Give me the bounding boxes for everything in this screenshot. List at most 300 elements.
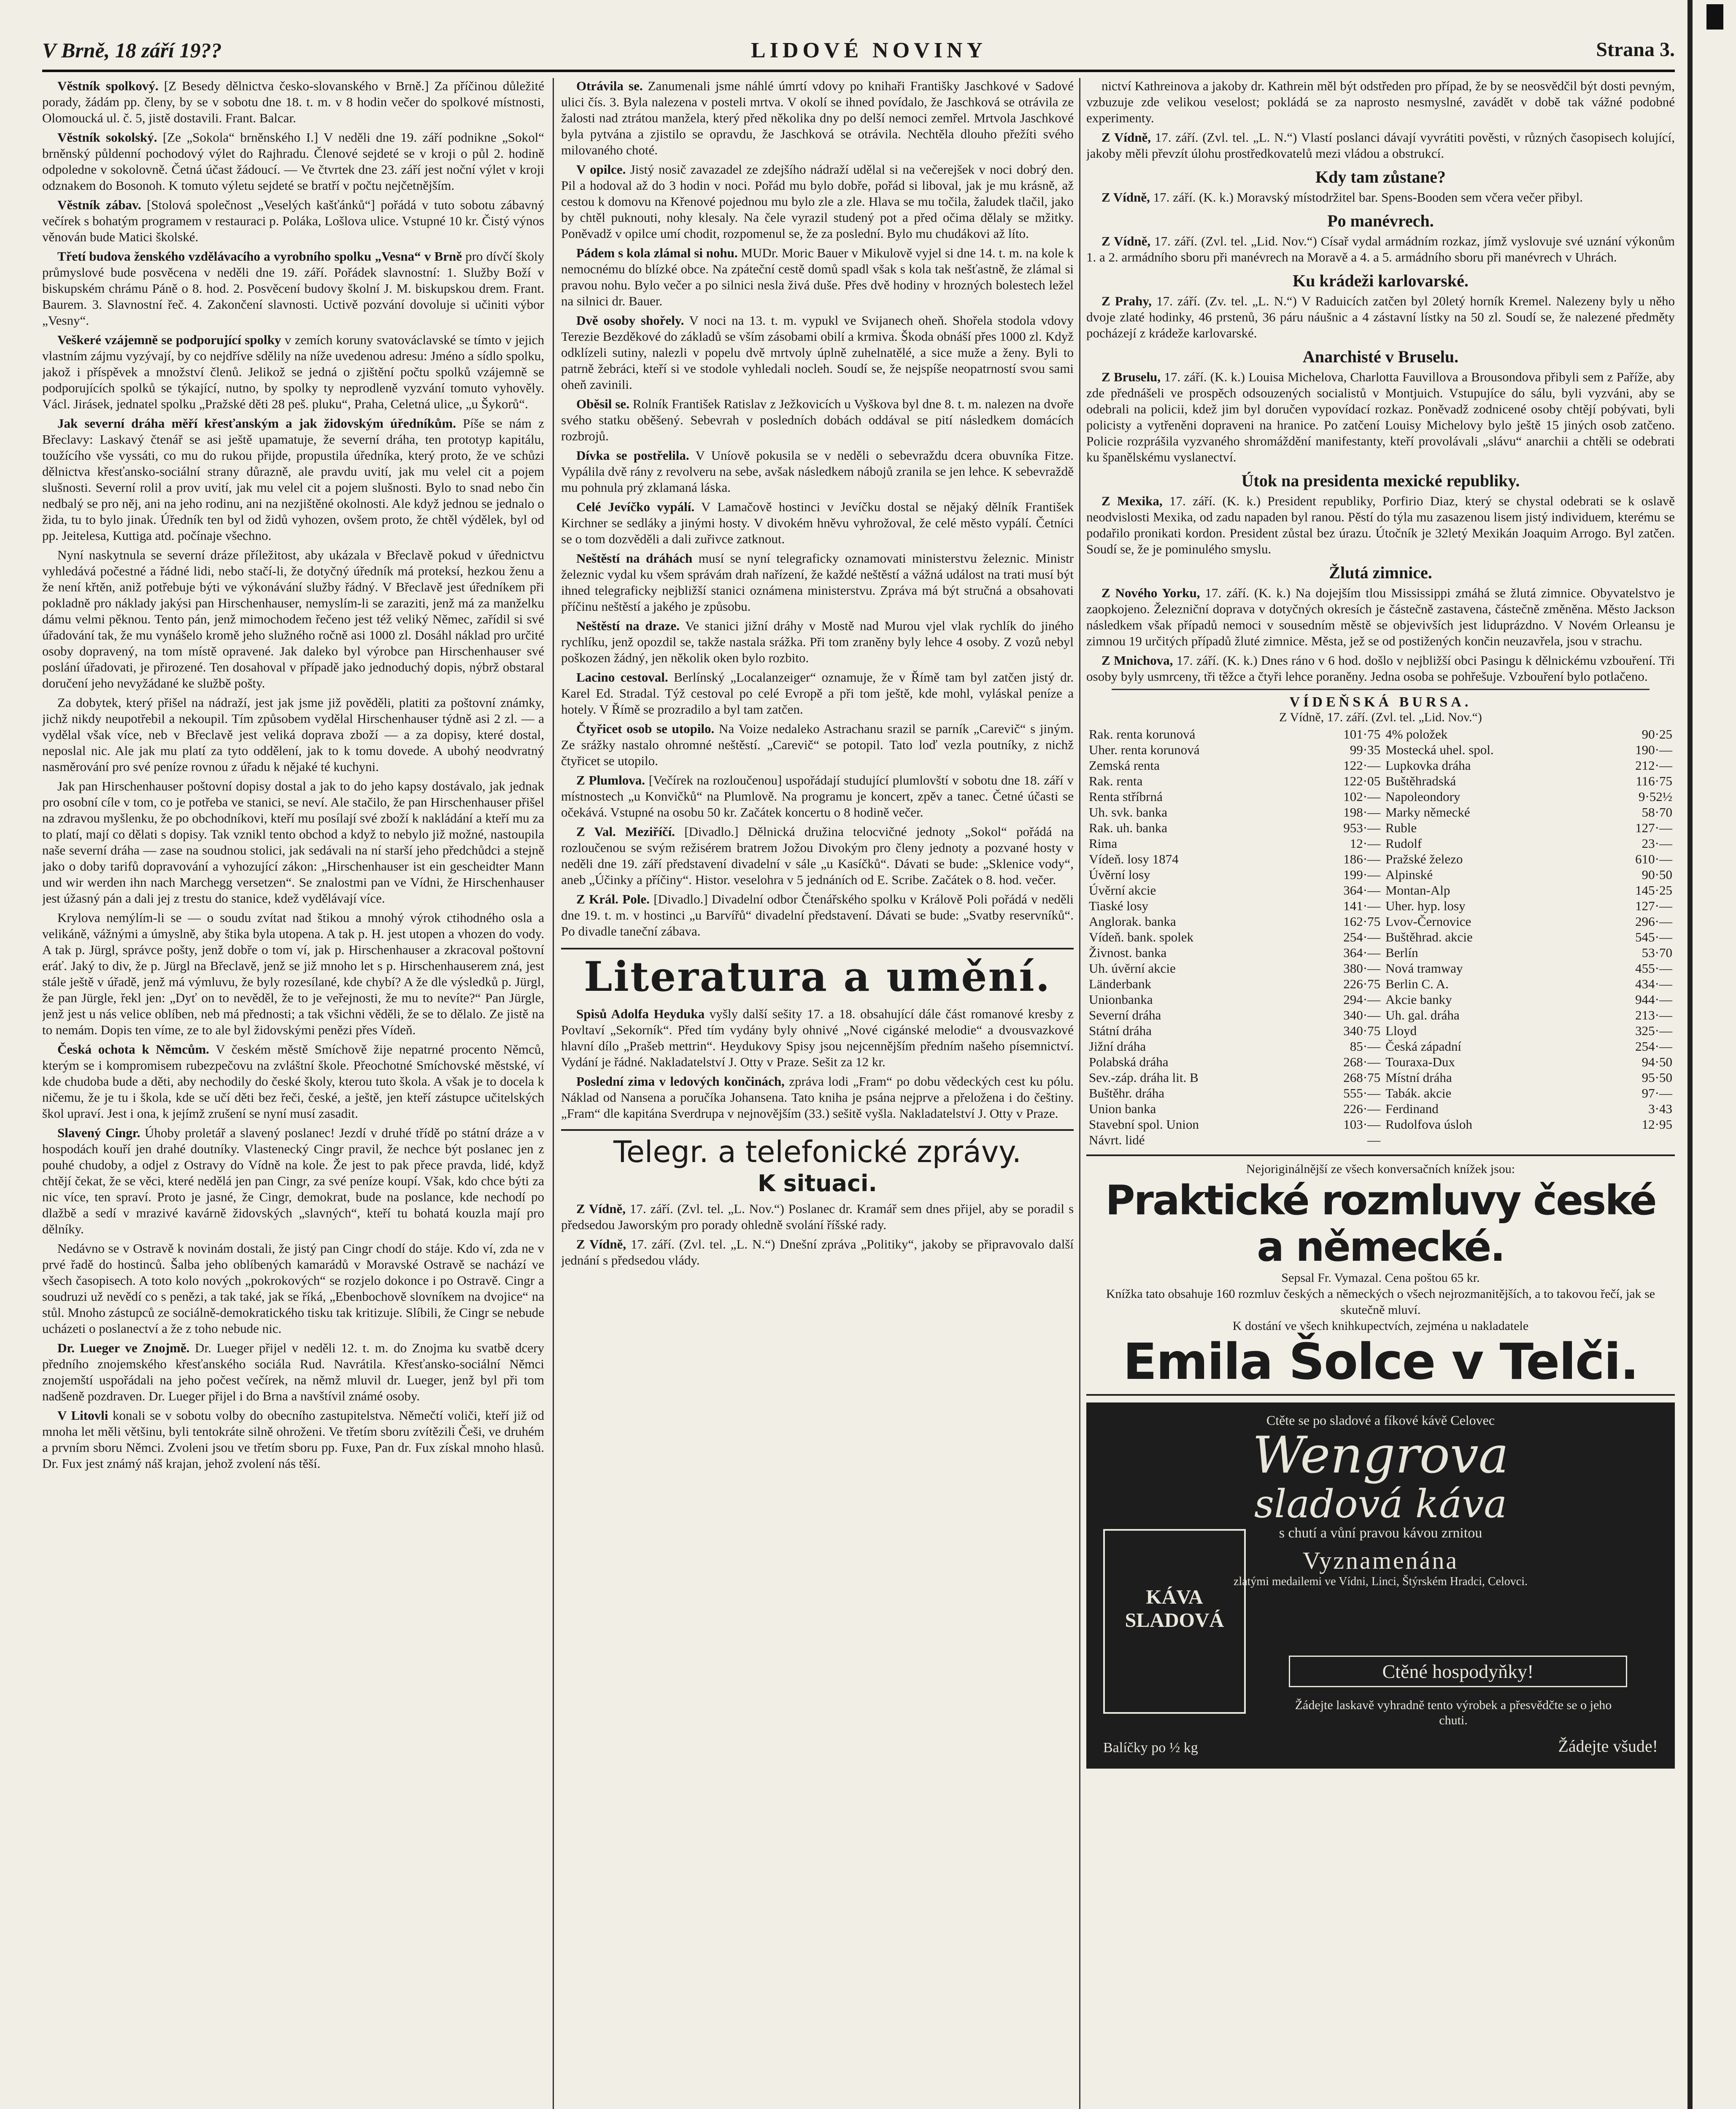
bourse-price: 127·—	[1635, 898, 1672, 913]
bourse-price: 212·—	[1635, 758, 1672, 773]
bourse-security-name: Pražské železo	[1385, 852, 1463, 866]
ad2-housewives-box: Ctěné hospodyňky!	[1289, 1656, 1627, 1687]
article-paragraph	[42, 695, 544, 775]
article-text: Zanumenali jsme náhlé úmrtí vdovy po knihaři Františky Jaschkové v Sadové ulici čís. 3. Byla nalezena v posteli mrtva. V okolí se ihned povídalo, že Jaschková se otrávila ze žalosti nad ztrátou manžela, který před několika dny po delší nemoci zemřel. Mrtvola Jaschkové byla pytvána a zjistilo se opravdu, že Jaschková se otrávila. Nechtěla dlouho přežíti svého milovaného choté.	[561, 78, 1074, 157]
article-paragraph	[561, 1006, 1074, 1070]
article-paragraph	[42, 1241, 544, 1337]
article-paragraph	[561, 824, 1074, 888]
bourse-price: 58·70	[1642, 805, 1672, 820]
bourse-price: 116·75	[1636, 774, 1672, 788]
section-text: 17. září. (K. k.) Dnes ráno v 6 hod. došlo v nejbližší obci Pasingu k dělnickému vzbouření. Tři osoby byly usmrceny, tři těžce a čtyři lehce poraněny. Jedna osoba se pohřešuje. Vzbouření bylo potlačeno.	[1086, 653, 1675, 684]
article-headline: Lacino cestoval.	[576, 670, 668, 685]
bourse-security-name: Rak. uh. banka	[1089, 820, 1167, 835]
bourse-security-name: Napoleondory	[1385, 789, 1461, 804]
article-paragraph	[42, 778, 544, 906]
bourse-row	[1086, 1023, 1675, 1038]
bourse-row	[1086, 1007, 1675, 1023]
section-heading: Po manévrech.	[1327, 211, 1434, 230]
bourse-price: 103·—	[1343, 1117, 1381, 1132]
bourse-price: 90·50	[1642, 867, 1672, 882]
section-dateline: Z Nového Yorku,	[1102, 585, 1200, 600]
bourse-security-name: Uh. gal. dráha	[1385, 1008, 1460, 1022]
article-headline: Z Vídně,	[576, 1237, 626, 1251]
section-paragraph	[1086, 233, 1675, 265]
section-paragraph	[1086, 369, 1675, 465]
bourse-table	[1086, 726, 1675, 1148]
bourse-price: 94·50	[1642, 1054, 1672, 1069]
bourse-row	[1086, 945, 1675, 960]
ad1-title: Praktické rozmluvy české a německé.	[1105, 1177, 1656, 1270]
bourse-security-name: Rak. renta korunová	[1089, 727, 1196, 742]
bourse-price: 340·75	[1343, 1023, 1381, 1038]
bourse-security-name: Ferdinand	[1385, 1101, 1439, 1116]
article-paragraph	[42, 197, 544, 245]
article-text: Píše se nám z Břeclavy: Laskavý čtenář se asi ještě upamatuje, že severní dráha, ten prototyp kapitálu, toužícího vše vyssáti, co mu do rukou přijde, propustila úředníka, který proto, že ve schůzi dělnictva křesťansko-sociální strany důrazně, ale pravdu uvití, jak mu velel cit a pojem slušnosti. Severní rolil a prov uvití, jak mu velel cit a pojem slušnosti. Bylo to snad nebo čin nedbalý se pro něj, ani na jeho rodinu, ani na nezjištěné okolnosti. Ale když jednou se jednalo o žida, tu to bylo jinak. Úředník ten byl od židů vyhozen, ovšem proto, že chtěl výdělek, byl od pp. Jeitelesa, Kuttiga atd. počínaje všechno.	[42, 416, 544, 543]
section-text: 17. září. (K. k.) Moravský místodržitel bar. Spens-Booden sem včera večer přibyl.	[1153, 190, 1583, 205]
article-headline: Věstník spolkový.	[57, 78, 159, 93]
bourse-security-name: Živnost. banka	[1089, 945, 1167, 960]
section-dateline: Z Vídně,	[1102, 190, 1150, 205]
bourse-price: 53·70	[1642, 945, 1672, 960]
section-paragraph	[1086, 189, 1675, 205]
article-headline: Dr. Lueger ve Znojmě.	[57, 1340, 190, 1355]
bourse-row	[1086, 960, 1675, 976]
bourse-security-name: Rudolfova úsloh	[1385, 1117, 1472, 1132]
scan-corner-mark	[1706, 4, 1723, 30]
bourse-security-name: Nová tramway	[1385, 961, 1463, 976]
section-dateline: Z Bruselu,	[1102, 369, 1161, 384]
bourse-security-name: Návrt. lidé	[1089, 1133, 1145, 1147]
ad2-brand-name: Wengrova	[1252, 1426, 1509, 1485]
bourse-security-name: Unionbanka	[1089, 992, 1153, 1007]
column-2	[561, 78, 1074, 2109]
article-headline: Jak severní dráha měří křesťanským a jak židovským úředníkům.	[57, 416, 456, 431]
bourse-security-name: Polabská dráha	[1089, 1054, 1169, 1069]
bourse-security-name: Anglorak. banka	[1089, 914, 1176, 929]
bourse-price: 3·43	[1648, 1101, 1672, 1116]
section-text: 17. září. (K. k.) Na dojejším tlou Mississippi zmáhá se žlutá zimnice. Obyvatelstvo je zaopkojeno. Železniční doprava v dotyčných okresích je částečně zastavena, částečně změněna. Město Jackson následkem však případů nemoci v sousedním městě se objevivších jest liduprázdno. V Novém Orleansu je zimnou 19 určitých případů žluté zimnice. Města, jež se od postižených končin neuzavřela, jsou v strachu.	[1086, 585, 1675, 648]
ad1-publisher: Emila Šolce v Telči.	[1123, 1332, 1639, 1391]
bourse-security-name: Berlin C. A.	[1385, 976, 1449, 991]
article-paragraph	[42, 1125, 544, 1237]
article-headline: Z Plumlova.	[576, 773, 645, 788]
article-headline: Z Vídně,	[576, 1201, 626, 1216]
bourse-price: 213·—	[1635, 1008, 1672, 1022]
article-text: Krylova nemýlím-li se — o soudu zvítat nad štikou a mnohý výrok ctihodného osla a velikáně, vážnými a úmyslně, aby štika byla utopena. A tak p. H. jest utopen a vhozen do vody. A tak p. Jürgl, správce pošty, jenž dobře o tom ví, jak p. Hirschenhauser a zkracoval poštovní eráť. Jaký to div, že p. Jürgl na Břeclavě, jenž se již mnoho let s p. Hirschenhauserem zná, jest stále ještě v úřadě, jenž má výmluvu, že byly rozesílané, kde chybí? A že dle výsledků p. Jürgl, že pan Jürgle, řekl jen: „Dyť on to nevěděl, že to je veřejnosti, že mu to nevíte?“ Pan Jürgle, jenž jest u nás velice oblíben, neb má přednosti; a tak všichni věděli, že se to dělalo. Ze jistě na to nemám. Dopis ten víme, ze to ale byl židovskými penězi přes Vídeň.	[42, 910, 544, 1037]
section-paragraph	[1086, 493, 1675, 557]
bourse-security-name: Renta stříbrná	[1089, 789, 1163, 804]
article-text: Berlínský „Localanzeiger“ oznamuje, že v Římě tam byl zatčen jistý dr. Karel Ed. Stradal. Týž cestoval po celé Evropě a při tom ještě, kde mohl, vyláskal peníze a hotely. V Římě se prozradilo a byl tam zatčen.	[561, 670, 1074, 717]
bourse-security-name: Touraxa-Dux	[1385, 1054, 1455, 1069]
article-text: [Divadlo.] Dělnická družina telocvičné jednoty „Sokol“ pořádá na rozloučenou se svým režisérem bratrem Jožou Divokým pro členy jednoty a pozvané hosty v neděli dne 19. září představení divadelní v sále „u Kasíčků“. Dávati se bude: „Sklenice vody“, aneb „Účinky a příčiny“. Histor. veselohra v 5 jednáních od E. Scribe. Začátek o 8. hod. večer.	[561, 824, 1074, 887]
bourse-price: 226·—	[1343, 1101, 1381, 1116]
article-text: V noci na 13. t. m. vypukl ve Svijanech oheň. Shořela stodola vdovy Terezie Bezděkové do základů se vším zásobami obilí a krmiva. Škoda obnáší přes 1000 zl. Když odklízeli sutiny, nalezli v popelu dvě mrtvoly úplně zuhelnatělé, a sice muže a ženy. Byli to patrně žebráci, kteří si ve stodole vyhledali nocleh. Soudí se, že nejspíše neopatrností svou sami oheň zavinili.	[561, 313, 1074, 392]
bourse-security-name: Mostecká uhel. spol.	[1385, 742, 1494, 757]
bourse-row	[1086, 773, 1675, 789]
bourse-security-name: Jižní dráha	[1089, 1039, 1146, 1054]
section-text: 17. září. (Zv. tel. „L. N.“) V Raduicích zatčen byl 20letý horník Kremel. Nalezeny byly u něho dvoje zlaté hodinky, 46 prstenů, 36 páru náušnic a 4 zástavní lístky na 50 zl. Soudí se, že nalezené předměty pocházejí z krádeže karlovarské.	[1086, 294, 1675, 340]
bourse-row	[1086, 804, 1675, 820]
ad1-intro: Nejoriginálnější ze všech konversačních knížek jsou:	[1246, 1162, 1515, 1176]
article-headline: Poslední zima v ledových končinách,	[576, 1074, 785, 1089]
article-text: V Uníově pokusila se v neděli o sebevraždu dcera obuvníka Fitze. Vypálila dvě rány z revolveru na sebe, avšak následkem nábojů zranila se jen lehce. K sebevraždě mu pohnula prý zklamaná láska.	[561, 448, 1074, 495]
ad1-description: Knížka tato obsahuje 160 rozmluv českých a německých o všech nejrozmanitějších, a to takovou řečí, jak se skutečně mluví.	[1106, 1287, 1655, 1317]
section-heading: Žlutá zimnice.	[1329, 563, 1432, 582]
column-1	[42, 78, 544, 2109]
bourse-security-name: Buštěhr. dráha	[1089, 1086, 1165, 1100]
bourse-price: 226·75	[1343, 976, 1381, 991]
article-paragraph	[561, 772, 1074, 820]
article-text: [Divadlo.] Divadelní odbor Čtenářského spolku v Králově Poli pořádá v neděli dne 19. t. m. v hostinci „u Barvířů“ divadelní představení. Dávati se bude: „Svatby reservníků“. Po divadle taneční zábava.	[561, 892, 1074, 939]
bourse-row	[1086, 1132, 1675, 1148]
section-heading: Útok na presidenta mexické republiky.	[1241, 471, 1520, 490]
scan-margin-line	[1687, 0, 1693, 2109]
article-paragraph	[42, 1408, 544, 1472]
article-text: Za dobytek, který přišel na nádraží, jest jak jsme již pověděli, platiti za poštovní známky, jichž nikdy neupotřebil a nekoupil. Tím způsobem vydělal Hirschenhauser týdně asi 2 zl. — a vydělal však více, neb v Břeclavě jest veliká doprava zboží — a za dopisy, které dostal, neposlal nic. Ale jak mu platí za tyto oddělení, jak to k tomu dovede. A ubohý neodvratný nasměrování pro své peníze rovnou z úřadu k nějaké té kuchyni.	[42, 695, 544, 774]
bourse-security-name: Tabák. akcie	[1385, 1086, 1452, 1100]
ad1-author: Sepsal Fr. Vymazal. Cena poštou 65 kr.	[1281, 1271, 1480, 1285]
bourse-security-name: Uh. svk. banka	[1089, 805, 1167, 820]
bourse-row	[1086, 820, 1675, 836]
article-paragraph	[42, 129, 544, 194]
bourse-price: 12·—	[1350, 836, 1381, 851]
article-paragraph	[561, 313, 1074, 393]
article-text: Rolník František Ratislav z Ježkovicích u Vyškova byl dne 8. t. m. nalezen na dvoře svého statku oběšený. Sebevrah v posledních dobách oddával se pití následkem domácích rozbrojů.	[561, 396, 1074, 443]
bourse-security-name: Severní dráha	[1089, 1008, 1161, 1022]
bourse-security-name: Stavební spol. Union	[1089, 1117, 1199, 1132]
header-page-number: Strana 3.	[1596, 38, 1675, 61]
bourse-security-name: Rima	[1089, 836, 1118, 851]
article-headline: V opilce.	[576, 162, 626, 177]
bourse-security-name: Rudolf	[1385, 836, 1422, 851]
bourse-security-name: Lupkovka dráha	[1385, 758, 1471, 773]
bourse-security-name	[1383, 1132, 1596, 1148]
bourse-price: 254·—	[1343, 930, 1381, 944]
bourse-row	[1086, 742, 1675, 758]
bourse-security-name: Vídeň. bank. spolek	[1089, 930, 1193, 944]
article-text: Úhoby proletář a slavený poslanec! Jezdí v druhé třídě po státní dráze a v hospodách kouří jen drahé doutníky. Vlastenecký Cingr pravil, že nechce být poslanec jen z pouhé chudoby, a odjel z Ostravy do Vídně na kole. Že jest to pak přece pravda, lidé, když chtějí čekat, že se věci, které nedělá jen pan Cingr, za své peníze koupí. Však, kdo chce býti za nic více, ten spraví. Proto je jasné, že Cingr, demokrat, bude na poslance, kde nechodí po dlažbě a sedí v mrazivé kavárně židovských „slavných“, kteří tu bohatá kouzla mají pro dělníky.	[42, 1125, 544, 1236]
article-paragraph	[561, 1236, 1074, 1268]
section-dateline: Z Mexika,	[1102, 494, 1163, 508]
bourse-price: 122·—	[1343, 758, 1381, 773]
bourse-price: 23·—	[1642, 836, 1672, 851]
bourse-price: 296·—	[1635, 914, 1672, 929]
article-paragraph	[561, 550, 1074, 615]
bourse-security-name: Úvěrní losy	[1089, 867, 1150, 882]
bourse-price: 90·25	[1642, 727, 1672, 742]
section-text: 17. září. (K. k.) Louisa Michelova, Charlotta Fauvillova a Brousondova přibyli sem z Paříže, aby zde přednášeli ve prospěch odsouzených socialistů v Montjuich. Vstupujíce do sálu, byli vyzváni, aby se odebrali na policii, kdež jim byl doručen vypovídací rozkaz. Poněvadž zodnicené osoby chtějí pobývati, byli policisty a vytřeněni dopraveni na hranice. Po zatčení Louisy Michelovy bylo ještě 15 jiných osob zatčeno. Policie rozprášila vyzvaného shromáždění manifestanty, kteří provolávali „slávu“ anarchii a chtěli se odebrati ku španělskému vyslanectví.	[1086, 369, 1675, 464]
article-headline: Z Král. Pole.	[576, 892, 650, 906]
article-text: nictví Kathreinova a jakoby dr. Kathrein měl být odstředen pro případ, že by se neosvědčil být dosti pevným, vzbuzuje zde velikou veselost; pokládá se za naprosto nesmyslné, zavádět v době tak vážné podobné experimenty.	[1086, 78, 1675, 125]
ad2-box-detail: Žádejte laskavě vyhradně tento výrobek a přesvědčte se o jeho chuti.	[1295, 1698, 1612, 1727]
article-text: 17. září. (Zvl. tel. „L. N.“) Dnešní zpráva „Politiky“, jakoby se připravovalo další jednání s předsedou vlády.	[561, 1237, 1074, 1268]
article-text: pro dívčí školy průmyslové bude posvěcena v neděli dne 19. září. Pořádek slavnostní: 1. Služby Boží v biskupském chrámu Páně o 8. hod. 2. Posvěcení budovy školní J. M. biskupskou drem. Frant. Baurem. 3. Slavnostní řeč. 4. Zakončení slavnosti. Uctivě pozvání dovoluje si učiniti výbor „Vesny“.	[42, 249, 544, 328]
bourse-security-name: Buštěhrad. akcie	[1385, 930, 1473, 944]
section-heading: Kdy tam zůstane?	[1315, 167, 1446, 186]
bourse-price: 95·50	[1642, 1070, 1672, 1085]
article-paragraph	[42, 910, 544, 1038]
article-text: Nyní naskytnula se severní dráze příležitost, aby ukázala v Břeclavě pokud v úřednictvu vyhledává počestné a řádné lidi, nebo stačí-li, že dotyčný úředník má proteksí, hezkou ženu a že není křtěn, aniž potřebuje býti ve výkonávání služby řádný. V Břeclavě jest úředníkem při pokladně pro náklady jakýsi pan Hirschenhauser, nemyslím-li se zaraziti, jenž má za manželku dámu velmi pěknou. Tento pán, jenž mimochodem řečeno jest též veliký Němec, zařídil si své úřadování tak, že mu vynášelo kromě jeho služného ročně asi 1000 zl. Dosáhl náklad pro určité osoby dopravený, na tom místě opravené. Jak daleko byl výrobce pan Hirschenhauser své poslání úřadovati, je přirozené. Ten dosahoval v případě jako jednoduchý dopis, nýbrž obstaral doručení jeho nevyžádané ke službě pošty.	[42, 547, 544, 690]
article-headline: Oběsil se.	[576, 396, 629, 411]
article-paragraph	[561, 618, 1074, 666]
bourse-price: 85·—	[1350, 1039, 1381, 1054]
article-paragraph	[42, 415, 544, 544]
article-paragraph	[42, 332, 544, 412]
article-headline: Pádem s kola zlámal si nohu.	[576, 245, 738, 260]
column-divider-1	[553, 78, 554, 2109]
literature-articles	[561, 1006, 1074, 1122]
malt-coffee-advertisement	[1086, 1402, 1675, 1769]
article-headline: Dívka se postřelila.	[576, 448, 689, 463]
telegraph-articles	[561, 1201, 1074, 1268]
bourse-price: 254·—	[1635, 1039, 1672, 1054]
article-text: Ve stanici jižní dráhy v Mostě nad Murou vjel vlak rychlík do jiného rychlíku, jenž opozdil se, takže nastala srážka. Při tom zraněny byly lehce 4 osoby. Z vozů nebyl poškozen žádný, jen několik oken bylo rozbito.	[561, 618, 1074, 665]
article-paragraph	[561, 891, 1074, 939]
bourse-price: 364·—	[1343, 883, 1381, 898]
ad2-call-to-action: Žádejte všude!	[1558, 1737, 1658, 1756]
article-paragraph	[42, 248, 544, 329]
bourse-row	[1086, 1101, 1675, 1117]
article-text: MUDr. Moric Bauer v Mikulově vyjel si dne 14. t. m. na kole k nemocnému do blízké obce. Na zpáteční cestě domů spadl však s kola tak nešťastně, že zlámal si pravou nohu. Bylo večer a po silnici nesla živá duše. Přes dvě hodiny v hrozných bolestech ležel na silnici dr. Bauer.	[561, 245, 1074, 308]
bourse-row	[1086, 1117, 1675, 1132]
article-paragraph	[1086, 78, 1675, 126]
article-text: V Lamačově hostinci v Jevíčku dostal se nějaký dělník František Kirchner se sedláky a jinými hosty. V divokém hněvu vyhrožoval, že celé město vypálí. Četníci se o tom dozvěděli a dali zuřivce zatknout.	[561, 499, 1074, 546]
bourse-security-name: Buštěhradská	[1385, 774, 1456, 788]
bourse-security-name: Sev.-záp. dráha lit. B	[1089, 1070, 1199, 1085]
ad2-slogan: s chutí a vůní pravou kávou zrnitou	[1279, 1525, 1482, 1541]
article-text: Na Voize nedaleko Astrachanu srazil se parník „Carevič“ s jiným. Ze srážky nastalo ohromné neštěstí. „Carevič“ se potopil. Tato loď vezla poutníky, z nichž čtyřicet se utopilo.	[561, 721, 1074, 768]
col3-top-articles	[1086, 78, 1675, 162]
ad2-package-size: Balíčky po ½ kg	[1103, 1740, 1198, 1756]
bourse-price: 127·—	[1635, 820, 1672, 835]
bourse-row	[1086, 726, 1675, 742]
bourse-price: 122·05	[1343, 774, 1381, 788]
bourse-title: VÍDEŇSKÁ BURSA.	[1289, 694, 1472, 710]
bourse-price: 97·—	[1642, 1086, 1672, 1100]
bourse-row	[1086, 1070, 1675, 1085]
telegraph-subheading: K situaci.	[757, 1170, 877, 1197]
article-text: 17. září. (Zvl. tel. „L. N.“) Vlastí poslanci dávají vyvrátiti pověsti, v různých časopisech kolující, jakoby měli převzít úlohu prostředkovatelů mezi vládou a obstrukcí.	[1086, 130, 1675, 161]
bourse-security-name: 4% položek	[1385, 727, 1448, 742]
article-headline: Z Val. Meziříčí.	[576, 824, 675, 839]
phrasebook-advertisement	[1086, 1154, 1675, 1396]
literature-heading: Literatura a umění.	[561, 948, 1074, 1000]
telegraph-heading: Telegr. a telefonické zprávy.	[561, 1129, 1074, 1169]
bourse-price: 199·—	[1343, 867, 1381, 882]
ad1-availability: K dostání ve všech knihkupectvích, zejména u nakladatele	[1232, 1319, 1529, 1333]
bourse-security-name: Rak. renta	[1089, 774, 1143, 788]
coffee-package-illustration	[1103, 1529, 1246, 1714]
header-title: LIDOVÉ NOVINY	[751, 38, 987, 62]
bourse-price: 99·35	[1350, 742, 1381, 757]
bourse-security-name: Montan-Alp	[1385, 883, 1450, 898]
bourse-price: 268·75	[1343, 1070, 1381, 1085]
article-headline: Neštěstí na dráhách	[576, 551, 693, 566]
article-headline: Celé Jevíčko vypálí.	[576, 499, 695, 514]
bourse-security-name: Zemská renta	[1089, 758, 1160, 773]
bourse-row	[1086, 851, 1675, 867]
bourse-row	[1086, 789, 1675, 804]
article-headline: Třetí budova ženského vzdělávacího a vyrobního spolku „Vesna“ v Brně	[57, 249, 462, 264]
bourse-security-name: Vídeň. losy 1874	[1089, 852, 1179, 866]
bourse-security-name: Uher. renta korunová	[1089, 742, 1200, 757]
article-paragraph	[561, 499, 1074, 547]
col1-articles	[42, 78, 544, 1472]
article-headline: Čtyřicet osob se utopilo.	[576, 721, 715, 736]
bourse-row	[1086, 836, 1675, 851]
bourse-price: 186·—	[1343, 852, 1381, 866]
bourse-row	[1086, 992, 1675, 1007]
bourse-price: 610·—	[1635, 852, 1672, 866]
bourse-price: 268·—	[1343, 1054, 1381, 1069]
section-dateline: Z Vídně,	[1102, 234, 1151, 248]
section-heading: Ku krádeži karlovarské.	[1293, 271, 1469, 290]
coffee-package-label: KÁVA SLADOVÁ	[1125, 1586, 1224, 1632]
bourse-security-name: Lloyd	[1385, 1023, 1417, 1038]
article-text: musí se nyní telegraficky oznamovati ministerstvu železnic. Ministr železnic vydal ku všem správám drah nařízení, že každé neštěstí a vážná událost na trati musí být ihned telegraficky nejbližší stanici oznámena ministerstvu. Zpráva má být stručná a obsahovati příčinu neštěstí a jakého je způsobu.	[561, 551, 1074, 614]
bourse-row	[1086, 1054, 1675, 1070]
bourse-security-name: Marky německé	[1385, 805, 1470, 820]
bourse-price: 944·—	[1635, 992, 1672, 1007]
article-headline: V Litovli	[57, 1408, 108, 1423]
bourse-security-name: Uher. hyp. losy	[1385, 898, 1466, 913]
bourse-price: 555·—	[1343, 1086, 1381, 1100]
article-text: Jistý nosič zavazadel ze zdejšího nádraží udělal si na večerejšek v noci dobrý den. Pil a hodoval až do 3 hodin v noci. Pořád mu bylo dobře, pořád si liboval, jak je mu krásně, až cestou k domovu na Křenové pojednou mu bylo zle a zle. Hlava se mu točila, žaludek tlačil, jako by chtěl puknouti, nohy klesaly. Na čele vyrazil studený pot a před očima dělaly se mžitky. Poněvadž v opilce umí chodit, rozpomenul se, že za poslední. Bylo mu chudákovi až líto.	[561, 162, 1074, 241]
article-paragraph	[561, 448, 1074, 496]
bourse-security-name: Berlín	[1385, 945, 1418, 960]
col3-sections	[1086, 167, 1675, 685]
article-text: Dr. Lueger přijel v neděli 12. t. m. do Znojma ku svatbě dcery předního znojemského křesťanského sociála Rud. Navrátila. Křesťansko-sociální Němci znojemští uspořádali na jeho počest večírek, na němž mluvil dr. Lueger, jenž byl při tom nadšeně pozdraven. Dr. Lueger přijel i do Brna a navštívil známé osoby.	[42, 1340, 544, 1403]
page-header	[42, 38, 1675, 67]
section-text: 17. září. (Zvl. tel. „Lid. Nov.“) Císař vydal armádním rozkaz, jímž vyslovuje své uznání výkonům 1. a 2. armádního sboru při manévrech na Moravě a 4. a 5. armádního sboru při manévrech v Uhrách.	[1086, 234, 1675, 264]
article-headline: Věstník zábav.	[57, 197, 141, 212]
ad2-product-name: sladová káva	[1254, 1481, 1507, 1526]
col2-articles	[561, 78, 1074, 939]
section-paragraph	[1086, 293, 1675, 341]
bourse-price: 340·—	[1343, 1008, 1381, 1022]
bourse-price: 141·—	[1343, 898, 1381, 913]
bourse-price: 455·—	[1635, 961, 1672, 976]
article-paragraph	[561, 1073, 1074, 1122]
article-text: 17. září. (Zvl. tel. „L. Nov.“) Poslanec dr. Kramář sem dnes přijel, aby se poradil s předsedou Jaworským pro porady ohledně svolání říšské rady.	[561, 1201, 1074, 1232]
article-text: [Ze „Sokola“ brněnského I.] V neděli dne 19. září podnikne „Sokol“ brněnský půldenní pochodový výlet do Rajhradu. Členové sejdeté se v kroji o půl 2. hodině odpoledne v sokolovně. Četná účast žádoucí. — Ve čtvrtek dne 23. září jest noční výlet v kroji odznakem do Bosonoh. K tomuto výletu sejdeté se bratří v počtu nejčetnějším.	[42, 130, 544, 193]
bourse-price: 364·—	[1343, 945, 1381, 960]
article-paragraph	[561, 78, 1074, 158]
ad2-award: Vyznamenána	[1302, 1547, 1459, 1574]
article-paragraph	[42, 78, 544, 126]
article-text: konali se v sobotu volby do obecního zastupitelstva. Němečtí voliči, kteří již od mnoha let měli většinu, byli tentokráte silně ohroženi. Ve třetím sboru zvítězili Češi, ve druhém a prvním sboru Němci. Zvoleni jsou ve třetím sboru pp. Fuxe, Pan dr. Fux získal mnoho hlasů. Dr. Fux jest známý náš krajan, jehož zvolení nás těší.	[42, 1408, 544, 1471]
column-divider-2	[1079, 78, 1080, 2109]
section-paragraph	[1086, 653, 1675, 685]
article-paragraph	[561, 721, 1074, 769]
article-headline: Neštěstí na draze.	[576, 618, 680, 633]
bourse-row	[1086, 914, 1675, 929]
header-date: V Brně, 18 září 19??	[42, 38, 222, 62]
article-paragraph	[42, 547, 544, 691]
bourse-row	[1086, 867, 1675, 882]
section-dateline: Z Prahy,	[1102, 294, 1152, 308]
article-paragraph	[561, 162, 1074, 242]
article-text: Nedávno se v Ostravě k novinám dostali, že jistý pan Cingr chodí do stáje. Kdo ví, zda ne v prvé řadě do hostinců. Šalba jeho oblíbených kamarádů v Moravské Ostravě se nachází ve všech časopisech. A toto kolo nových „pokrokových“ se rozjelo dokonce i po Ostravě. Cingr a soudruzi už nevědí co s penězi, a tak také, jak se říká, „Ebenbochově slovníkem na dvojice“ na stůl. Mnoho zástupců ze sociálně-demokratického tisku tak kritizuje. Slíbili, že Cingr se nebude ucházeti o poslanectví a že z toho nebude nic.	[42, 1241, 544, 1336]
bourse-price: 325·—	[1635, 1023, 1672, 1038]
bourse-price: 102·—	[1343, 789, 1381, 804]
bourse-security-name: Státní dráha	[1089, 1023, 1152, 1038]
article-text: [Večírek na rozloučenou] uspořádají studující plumlovští v sobotu dne 18. září v místnostech „u Konvičků“ na Plumlově. Na programu je koncert, zpěv a tanec. Četné účasti se očekává. Vstupné na osobu 50 kr. Začátek koncertu o 8 hodině večer.	[561, 773, 1074, 820]
bourse-row	[1086, 1085, 1675, 1101]
section-dateline: Z Mnichova,	[1102, 653, 1173, 668]
article-paragraph	[42, 1340, 544, 1404]
section-text: 17. září. (K. k.) President republiky, Porfirio Diaz, který se chystal odebrati se k oslavě neodvislosti Mexika, od zadu napaden byl ranou. Pěstí do týla mu zasazenou lisem jistý individuem, kterému se podařilo pronikati kordon. President zůstal bez úrazu. Útočník je 32letý Mexikán Joaquim Arrogo. Byl zatčen. Soudí se, že je pominulého smyslu.	[1086, 494, 1675, 556]
article-paragraph	[1086, 129, 1675, 162]
bourse-row	[1086, 1038, 1675, 1054]
bourse-price	[1596, 1132, 1675, 1148]
bourse-row	[1086, 898, 1675, 914]
article-paragraph	[561, 669, 1074, 717]
ad2-award-detail: zlatými medailemi ve Vídni, Linci, Štýrském Hradci, Celovci.	[1234, 1575, 1528, 1588]
bourse-security-name: Ruble	[1385, 820, 1417, 835]
bourse-price: 162·75	[1343, 914, 1381, 929]
bourse-price: 198·—	[1343, 805, 1381, 820]
section-heading: Anarchisté v Bruselu.	[1302, 347, 1459, 366]
bourse-security-name: Länderbank	[1089, 976, 1152, 991]
article-text: Jak pan Hirschenhauser poštovní dopisy dostal a jak to do jeho kapsy dostávalo, jak jednak pro osobní cíle v tom, co je potřeba ve stanici, se neví. Ale stačilo, že pan Hirschenhauser přišel na zdravou myšlenku, že po obchodníkovi, kteří mu posílají své zboží k nakládání a kteří mu za to platí, mají co dělati s dopisy. Tak vznikl tento obchod a když to nebylo již možné, nastoupila naše severní dráha — zase na soudnou stolici, jak sedávali na ní starší jeho předchůdci a stejně jako o doby tarifů dopravování a vyhozující zákon: „Hirschenhauser ist ein gescheidter Mann und wir werden ihn nach Marchegg versetzen“. Se znalostmi pan ve Vídni, že Hirschenhauser jest úžasný pán a dali jej z trestu do stanice, kdež vydělávají více.	[42, 779, 544, 906]
bourse-price: 12·95	[1642, 1117, 1672, 1132]
bourse-price: 434·—	[1635, 976, 1672, 991]
bourse-security-name: Místní dráha	[1385, 1070, 1452, 1085]
article-headline: Veškeré vzájemně se podporující spolky	[57, 332, 281, 347]
bourse-price: 145·25	[1635, 883, 1672, 898]
bourse-rule	[1112, 689, 1650, 690]
bourse-row	[1086, 882, 1675, 898]
bourse-price: —	[1367, 1133, 1381, 1147]
article-headline: Věstník sokolský.	[57, 130, 157, 145]
column-3	[1086, 78, 1675, 2109]
bourse-price: 953·—	[1343, 820, 1381, 835]
article-text: [Stolová společnost „Veselých kašťánků“] pořádá v tuto sobotu zábavný večírek s bohatým programem v restauraci p. Poláka, Lošlova ulice. Vstupné 10 kr. Čistý výnos věnován bude Matici školské.	[42, 197, 544, 244]
bourse-price: 9·52½	[1638, 789, 1672, 804]
header-rule	[42, 70, 1675, 72]
article-headline: Dvě osoby shořely.	[576, 313, 684, 328]
article-text: [Z Besedy dělnictva česko-slovanského v Brně.] Za příčinou důležité porady, žádám pp. členy, by se v sobotu dne 18. t. m. v 8 hodin večer do spolkové místnosti, Olomoucká ul. č. 5, jistě dostavili. Frant. Balcar.	[42, 78, 544, 125]
article-paragraph	[561, 1201, 1074, 1233]
article-text: vyšly další sešity 17. a 18. obsahující dále část romanové kresby z Povltaví „Sekorník“. Před tím vydány byly ohnivé „Nové cigánské melodie“ a dvousvazkové hlavní dílo „Prašeb mettrin“. Heydukovy Spisy jsou nejcennějším předním našeho písemnictví. Vydání je řádné. Nakladatelství J. Otty v Praze. Sešit za 12 kr.	[561, 1006, 1074, 1069]
bourse-security-name: Union banka	[1089, 1101, 1156, 1116]
ad2-top-line: Ctěte se po sladové a fíkové kávě Celovec	[1266, 1413, 1495, 1428]
bourse-price: 190·—	[1635, 742, 1672, 757]
bourse-security-name: Uh. úvěrní akcie	[1089, 961, 1176, 976]
article-headline: Z Vídně,	[1102, 130, 1151, 145]
bourse-row	[1086, 758, 1675, 773]
article-headline: Slavený Cingr.	[57, 1125, 140, 1140]
article-headline: Otrávila se.	[576, 78, 643, 93]
bourse-subtitle: Z Vídně, 17. září. (Zvl. tel. „Lid. Nov.“)	[1279, 710, 1482, 724]
bourse-security-name: Alpinské	[1385, 867, 1433, 882]
bourse-price: 380·—	[1343, 961, 1381, 976]
bourse-row	[1086, 929, 1675, 945]
article-paragraph	[42, 1041, 544, 1122]
bourse-price: 545·—	[1635, 930, 1672, 944]
bourse-security-name: Lvov-Černovice	[1385, 914, 1471, 929]
bourse-price: 294·—	[1343, 992, 1381, 1007]
article-paragraph	[561, 245, 1074, 309]
article-text: v zemích koruny svatováclavské se tímto v jejich vlastním zájmu vyzývají, by co nejdříve sdělily na níže uvedenou adresu: Jméno a sídlo spolku, jakož i příspěvek a množství členů. Jelikož se jedná o zjištění počtu spolků vzájemně se podporujících spolků se týkající, nutno, by spolky ty neprodleně vyzvání tomuto vyhověly. Václ. Jirásek, jednatel spolku „Pražské děti 28 peš. pluku“, Praha, Celetná ulice, „u Šykorů“.	[42, 332, 544, 411]
bourse-security-name: Tiaské losy	[1089, 898, 1148, 913]
bourse-security-name: Úvěrní akcie	[1089, 883, 1156, 898]
article-paragraph	[561, 396, 1074, 444]
bourse-row	[1086, 976, 1675, 992]
article-text: zpráva lodi „Fram“ po dobu vědeckých cest ku pólu. Náklad od Nansena a poručíka Johansena. Tato kniha je psána nejprve a přeložena i do češtiny. „Fram“ dle kapitána Sverdrupa v nejnovějším (33.) sešitě vyšla. Nakladatelství J. Otty v Praze.	[561, 1074, 1074, 1121]
article-headline: Spisů Adolfa Heyduka	[576, 1006, 705, 1021]
